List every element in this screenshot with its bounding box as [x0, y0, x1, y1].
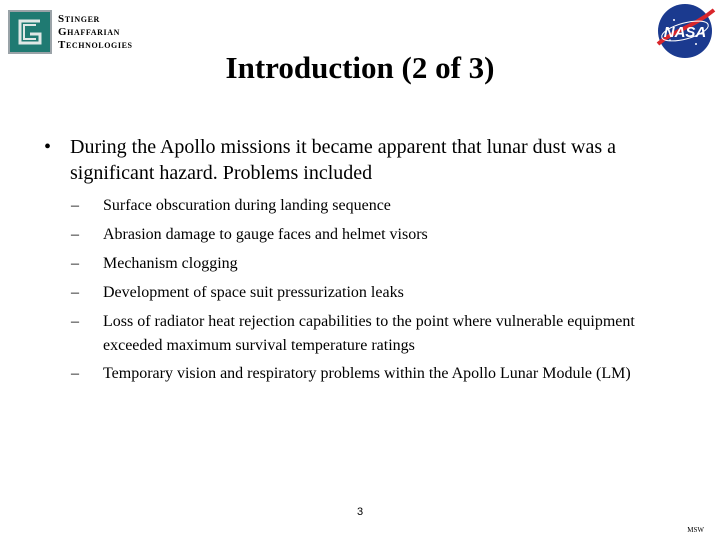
- list-item: – Mechanism clogging: [71, 255, 238, 272]
- list-item: – Temporary vision and respiratory problems within the Apollo Lunar Module (LM): [71, 365, 631, 382]
- stinger-ghaffarian-logo-icon: [8, 10, 52, 54]
- list-item: – Development of space suit pressurization leaks: [71, 284, 404, 301]
- list-item: – Abrasion damage to gauge faces and helmet visors: [71, 226, 428, 243]
- author-initials: MSW: [687, 526, 704, 534]
- problem-list-continued: [71, 362, 691, 391]
- slide-title: Introduction (2 of 3): [225, 50, 495, 85]
- main-bullet: [44, 134, 684, 186]
- logo-wordmark: STINGER GHAFFARIAN TECHNOLOGIES: [58, 13, 133, 51]
- list-item: – Surface obscuration during landing sequence: [71, 197, 391, 214]
- svg-text:NASA: NASA: [663, 24, 707, 41]
- main-bullet-text: During the Apollo missions it became apparent that lunar dust was a significant hazard. Problems included: [70, 136, 616, 184]
- page-number: 3: [356, 506, 364, 518]
- list-item: – Loss of radiator heat rejection capabilities to the point where vulnerable equipment exceeded maximum survival temperature ratings: [71, 313, 635, 354]
- problem-list: [71, 194, 691, 363]
- bullet-symbol: •: [44, 136, 52, 158]
